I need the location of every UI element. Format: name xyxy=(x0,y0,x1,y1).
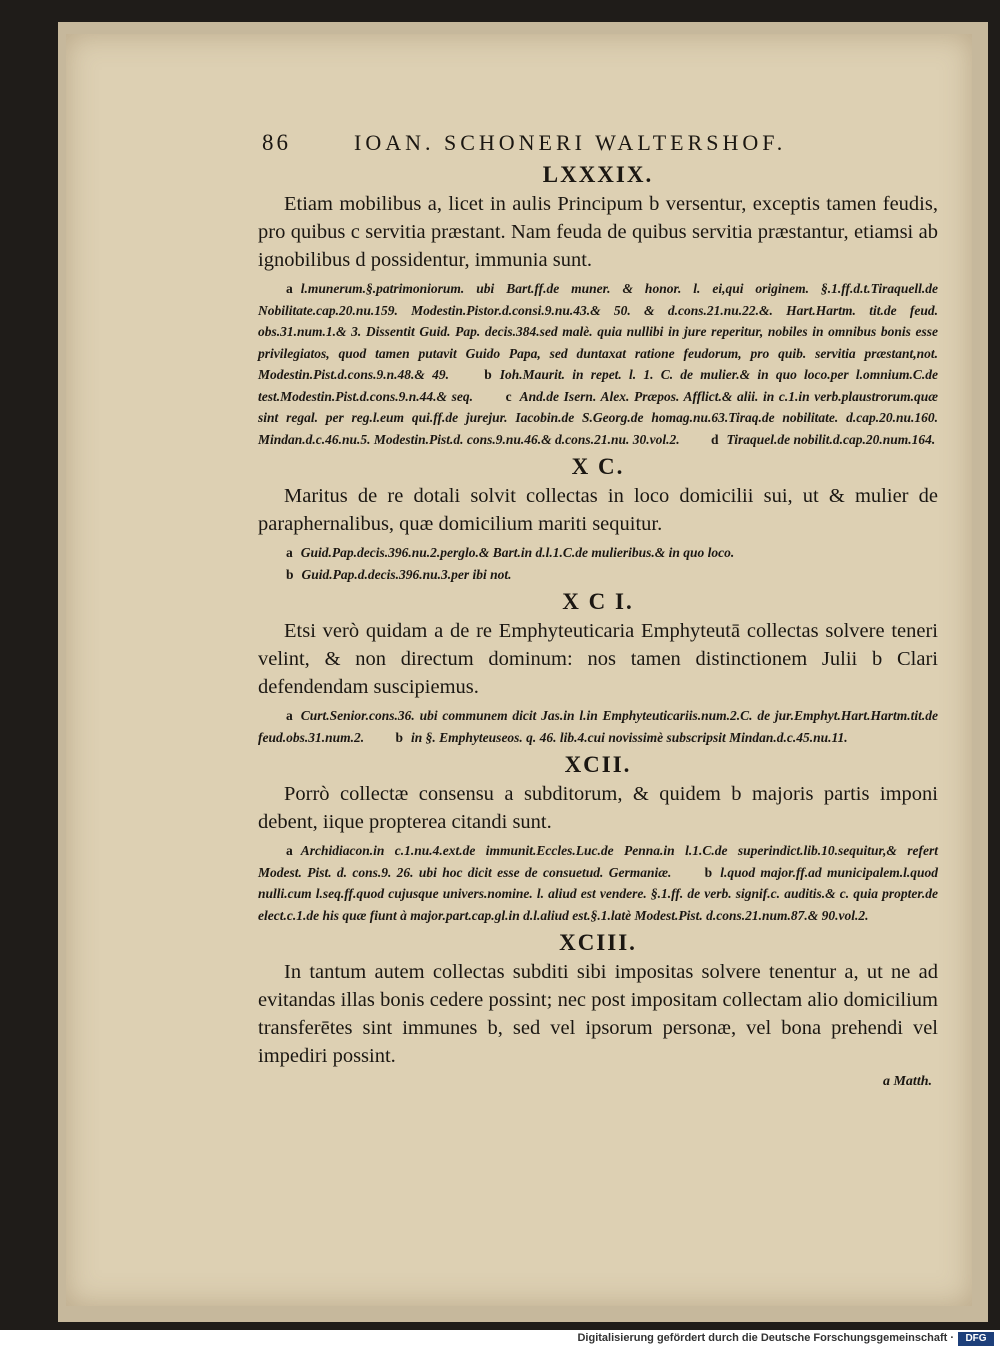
section-heading: XCII. xyxy=(564,752,632,777)
digitization-footer xyxy=(0,1330,1000,1349)
section-xciii xyxy=(258,928,938,1070)
footnotes xyxy=(258,705,938,748)
note-text: And.de Isern. Alex. Præpos. Afflict.& alii. in c.1.in verb.plaustrorum.quæ sint regal. per reg.l.eum qui.ff.de jurejur. Iacobin.de S.Georg.de homag.nu.63.Tiraq.de nobilitate. d.cap.20.nu.160. Mindan.d.c.46.nu.5. Modestin.Pist.d. cons.9.nu.46.& d.cons.21.nu. 30.vol.2. xyxy=(258,388,939,447)
note-label: b xyxy=(395,729,404,745)
note-text: Ioh.Maurit. in repet. l. 1. C. de mulier.& in quo loco.per l.omnium.C.de test.Modestin.Pist.d.cons.9.n.44.& seq. xyxy=(258,367,939,404)
note-label: a xyxy=(286,708,293,723)
note-text: Guid.Pap.d.decis.396.nu.3.per ibi not. xyxy=(301,566,512,582)
dfg-logo-icon: DFG xyxy=(958,1332,994,1346)
page-content xyxy=(258,160,938,1090)
note-label: b xyxy=(704,864,713,880)
catchword: a Matth. xyxy=(882,1074,932,1089)
page-number: 86 xyxy=(262,130,291,155)
section-heading: XCIII. xyxy=(559,930,637,955)
note-label: a xyxy=(286,545,293,560)
note-label: a xyxy=(286,843,293,858)
section-xc xyxy=(258,452,938,585)
section-xci xyxy=(258,587,938,748)
section-heading: X C. xyxy=(571,454,625,479)
note-text: l.munerum.§.patrimoniorum. ubi Bart.ff.de muner. & honor. l. ei,qui originem. §.1.ff.d.t.Tiraquell.de Nobilitate.cap.20.nu.159. Modestin.Pistor.d.consi.9.nu.43.& 50. & d.cons.21.nu.22.&. Hart.Hartm. tit.de feud. obs.31.num.1.& 3. Dissentit Guid. Pap. decis.384.sed malè. quia nullibi in jure reperitur, nobiles in omnibus bonis esse privilegiatos, quod tamen putavit Guido Papa, sed duntaxat ratione feudorum, pro quib. servitia præstant,not. Modestin.Pist.d.cons.9.n.48.& 49. xyxy=(258,281,938,382)
footnotes xyxy=(258,542,938,585)
note-text: Archidiacon.in c.1.nu.4.ext.de immunit.Eccles.Luc.de Penna.in l.1.C.de superindict.lib.10.sequitur,& refert Modest. Pist. d. cons.9. 26. ubi hoc dicit esse de consuetud. Germaniæ. xyxy=(258,843,938,880)
note-text: l.quod major.ff.ad municipalem.l.quod nulli.cum l.seq.ff.quod cujusque univers.nomine. l. aliud est vendere. §.1.ff. de verb. signif.c. auditis.& c. quia propter.de elect.c.1.de his quæ fiunt à major.part.cap.gl.in d.l.aliud est.§.1.latè Modest.Pist. d.cons.21.num.87.& 90.vol.2. xyxy=(258,864,938,923)
note-text: Curt.Senior.cons.36. ubi communem dicit Jas.in l.in Emphyteuticariis.num.2.C. de jur.Emphyt.Hart.Hartm.tit.de feud.obs.31.num.2. xyxy=(258,708,938,745)
section-text: Maritus de re dotali solvit collectas in loco domicilii sui, ut & mulier de paraphernalibus, quæ domicilium mariti sequitur. xyxy=(258,485,938,535)
footnotes xyxy=(258,278,938,450)
note-text: Guid.Pap.decis.396.nu.2.perglo.& Bart.in d.l.1.C.de mulieribus.& in quo loco. xyxy=(300,545,735,560)
note-text: in §. Emphyteuseos. q. 46. lib.4.cui novissimè subscripsit Mindan.d.c.45.nu.11. xyxy=(411,729,848,745)
section-text: Etiam mobilibus a, licet in aulis Principum b versentur, exceptis tamen feudis, pro quibus c servitia præstant. Nam feuda de quibus servitia præstantur, etiamsi ab ignobilibus d possidentur, immunia sunt. xyxy=(258,193,938,271)
section-text: In tantum autem collectas subditi sibi impositas solvere tenentur a, ut ne ad evitandas illas bonis cedere possint; nec post impositam collectam alio domicilium transferētes sint immunes b, sed vel ipsorum personæ, vel bona prehendi vel impediri possint. xyxy=(258,961,938,1067)
section-text: Etsi verò quidam a de re Emphyteuticaria Emphyteutā collectas solvere teneri velint, & non directum dominum: nos tamen distinctionem Julii b Clari defendendam suscipiemus. xyxy=(258,620,938,698)
note-label: c xyxy=(505,388,512,404)
note-label: a xyxy=(286,281,293,296)
running-head-title: IOAN. SCHONERI WALTERSHOF. xyxy=(354,130,787,155)
section-heading: X C I. xyxy=(562,589,634,614)
section-xcii xyxy=(258,750,938,926)
note-label: b xyxy=(484,367,492,382)
footnotes xyxy=(258,840,938,926)
note-label: d xyxy=(710,431,719,447)
section-lxxxix xyxy=(258,160,938,450)
section-text: Porrò collectæ consensu a subditorum, & quidem b majoris partis imponi debent, iique propterea citandi sunt. xyxy=(258,783,938,833)
note-label: b xyxy=(286,566,294,582)
note-text: Tiraquel.de nobilit.d.cap.20.num.164. xyxy=(726,431,936,447)
funding-notice: Digitalisierung gefördert durch die Deutsche Forschungsgemeinschaft · xyxy=(577,1332,954,1344)
section-heading: LXXXIX. xyxy=(542,162,654,187)
running-head xyxy=(262,130,862,164)
